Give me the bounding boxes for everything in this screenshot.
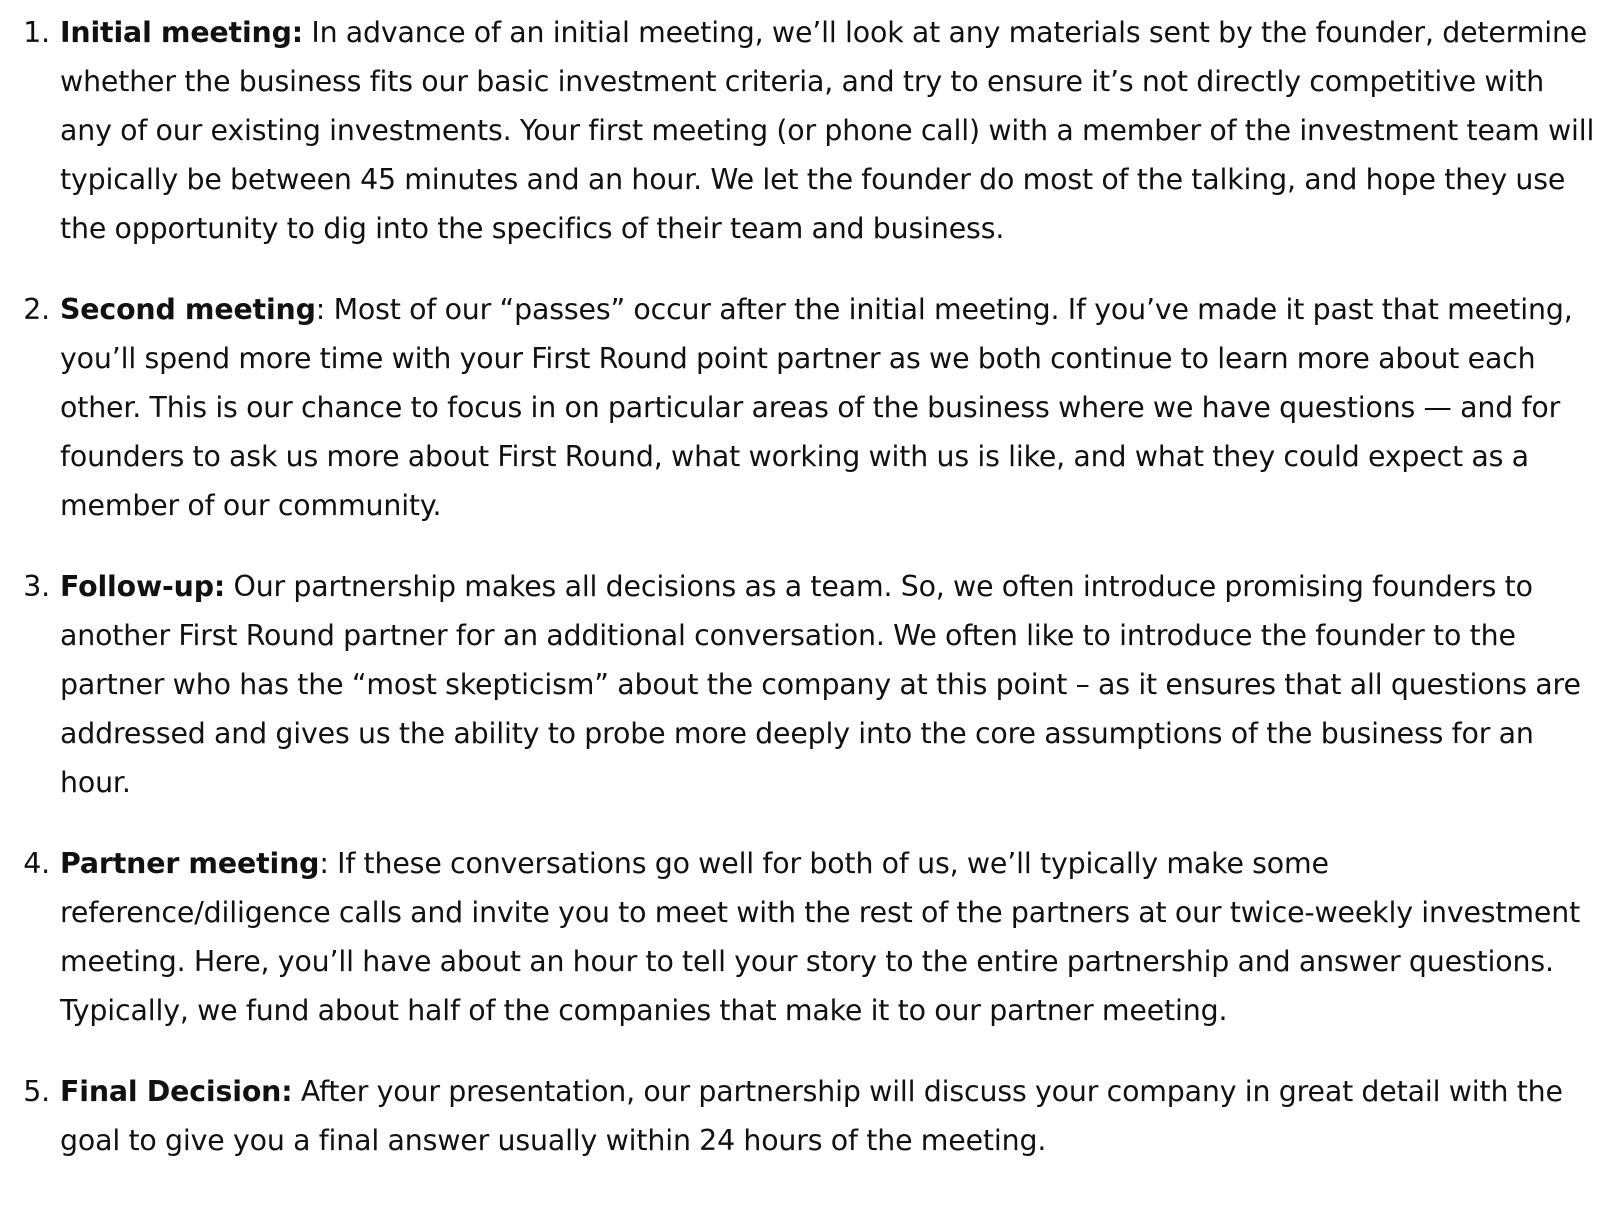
step-description: After your presentation, our partnership will discuss your company in great detail with the goal to give you a final answer usually within 24 hours of the meeting. (60, 1075, 1563, 1157)
step-final-decision (0, 1067, 1600, 1165)
step-title: Initial meeting: (60, 16, 303, 49)
step-description: : If these conversations go well for both of us, we’ll typically make some reference/diligence calls and invite you to meet with the rest of the partners at our twice-weekly investment meeting. Here, you’ll have about an hour to tell your story to the entire partnership and answer questions. Typically, we fund about half of the companies that make it to our partner meeting. (60, 847, 1581, 1027)
step-title: Final Decision: (60, 1075, 293, 1108)
step-number: 1. (23, 16, 50, 49)
step-number: 2. (23, 293, 50, 326)
step-description: Our partnership makes all decisions as a team. So, we often introduce promising founders to another First Round partner for an additional conversation. We often like to introduce the founder to the partner who has the “most skepticism” about the company at this point – as it ensures that all questions are addressed and gives us the ability to probe more deeply into the core assumptions of the business for an hour. (60, 570, 1581, 799)
step-title: Follow-up: (60, 570, 226, 603)
step-follow-up (0, 562, 1600, 807)
step-number: 4. (23, 847, 50, 880)
step-partner-meeting (0, 839, 1600, 1035)
step-second-meeting (0, 285, 1600, 530)
step-initial-meeting (0, 8, 1600, 253)
step-description: : Most of our “passes” occur after the initial meeting. If you’ve made it past that meeting, you’ll spend more time with your First Round point partner as we both continue to learn more about each other. This is our chance to focus in on particular areas of the business where we have questions — and for founders to ask us more about First Round, what working with us is like, and what they could expect as a member of our community. (60, 293, 1573, 522)
step-title: Partner meeting (60, 847, 320, 880)
step-number: 3. (23, 570, 50, 603)
process-steps-list (0, 8, 1600, 1197)
step-title: Second meeting (60, 293, 316, 326)
step-description: In advance of an initial meeting, we’ll look at any materials sent by the founder, determine whether the business fits our basic investment criteria, and try to ensure it’s not directly competitive with any of our existing investments. Your first meeting (or phone call) with a member of the investment team will typically be between 45 minutes and an hour. We let the founder do most of the talking, and hope they use the opportunity to dig into the specifics of their team and business. (60, 16, 1595, 245)
step-number: 5. (23, 1075, 50, 1108)
